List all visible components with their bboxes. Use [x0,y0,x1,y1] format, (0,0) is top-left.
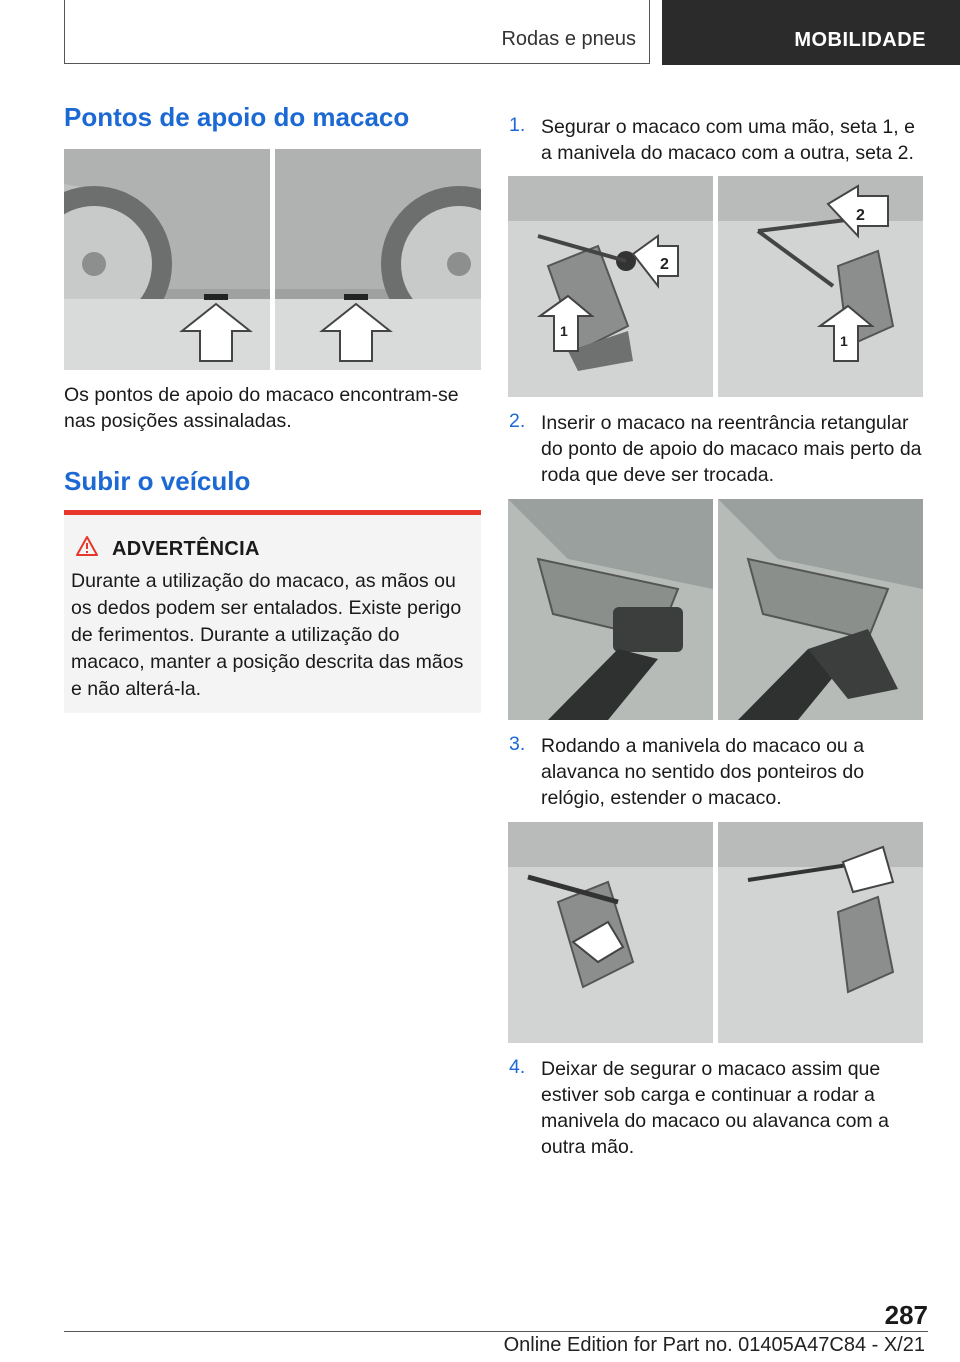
step-4-number: 4. [509,1056,526,1078]
section-title-jack-points: Pontos de apoio do macaco [64,102,410,132]
arrow-1-right-label: 1 [840,333,848,349]
step-3-image [508,822,923,1043]
jack-crank-illustration [508,822,923,1043]
step-4-text: Deixar de segurar o macaco assim que estiver sob carga e continuar a rodar a manivela do macaco ou alavanca com a outra mão. [541,1058,889,1158]
footer-edition: Online Edition for Part no. 01405A47C84 - X/21 [503,1334,925,1356]
header-chapter-tab [662,0,960,65]
warning-triangle-icon [75,535,99,557]
jacking-points-caption: Os pontos de apoio do macaco encontram-se nas posições assinaladas. [64,384,459,432]
step-1-text: Segurar o macaco com uma mão, seta 1, e a manivela do macaco com a outra, seta 2. [541,116,915,164]
jacking-points-illustration [64,149,481,370]
step-3-number: 3. [509,733,526,755]
step-2-text: Inserir o macaco na reentrância retangular do ponto de apoio do macaco mais perto da roda que deve ser trocada. [541,412,922,486]
jack-hold-illustration [508,176,923,397]
header-rule-bottom [64,63,650,64]
arrow-1-left-label: 1 [560,323,568,339]
step-1-image [508,176,923,397]
jack-insert-illustration [508,499,923,720]
step-3-text: Rodando a manivela do macaco ou a alavanca no sentido dos ponteiros do relógio, estender o macaco. [541,735,865,809]
step-2-number: 2. [509,410,526,432]
header-chapter-label: MOBILIDADE [794,29,926,51]
warning-text: Durante a utilização do macaco, as mãos ou os dedos podem ser entalados. Existe perigo de ferimentos. Durante a utilização do macaco, manter a posição descrita das mãos e não alterá-la. [71,570,464,700]
step-1-number: 1. [509,114,526,136]
jacking-points-image [64,149,481,370]
warning-title: ADVERTÊNCIA [112,538,260,560]
arrow-2-right-label: 2 [856,207,865,224]
section-title-raise-vehicle: Subir o veículo [64,466,251,496]
header-rule-left [64,0,65,64]
footer-rule [64,1331,928,1332]
page-number: 287 [884,1300,928,1330]
arrow-2-left-label: 2 [660,256,669,273]
step-2-image [508,499,923,720]
header-section-title: Rodas e pneus [501,28,636,50]
header-rule-divider [649,0,650,64]
